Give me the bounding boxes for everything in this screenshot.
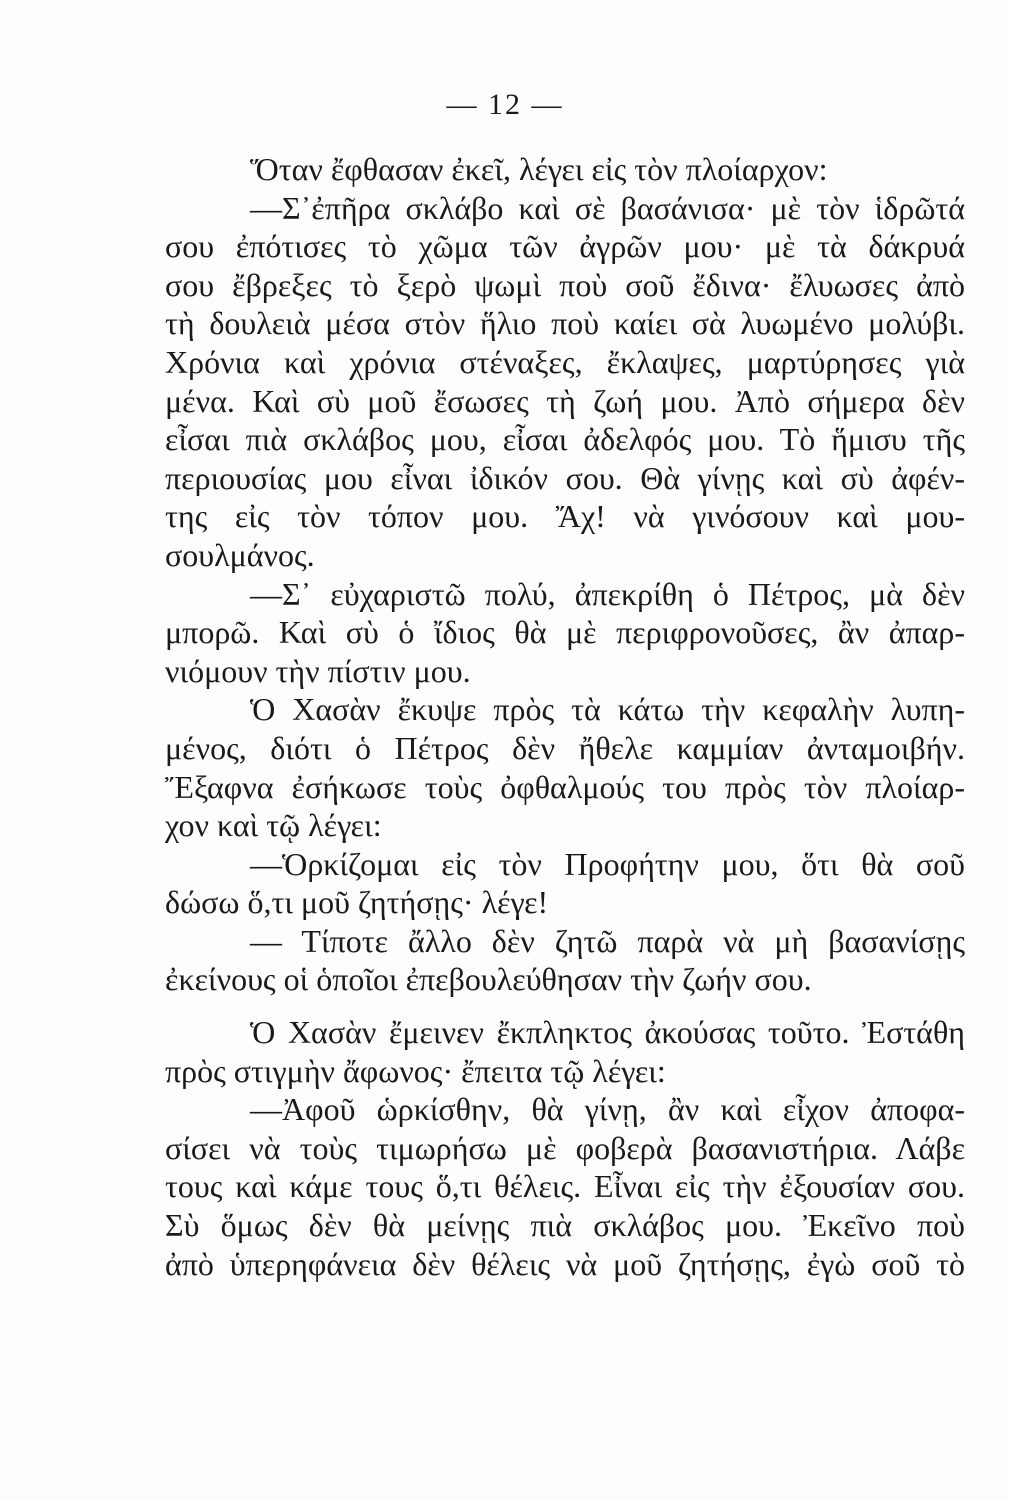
text-line: —Σ᾽ἐπῆρα σκλάβο καὶ σὲ βασάνισα· μὲ τὸν ἱδρῶτά: [250, 189, 965, 226]
text-line: Ὁ Χασὰν ἔκυψε πρὸς τὰ κάτω τὴν κεφαλὴν λυπη-: [250, 691, 965, 728]
text-line: χον καὶ τῷ λέγει:: [165, 807, 382, 844]
text-line: σίσει νὰ τοὺς τιμωρήσω μὲ φοβερὰ βασανιστήρια. Λάβε: [165, 1129, 965, 1166]
text-line: σου ἔβρεξες τὸ ξερὸ ψωμὶ ποὺ σοῦ ἔδινα· ἔλυωσες ἀπὸ: [165, 266, 965, 303]
text-line: περιουσίας μου εἶναι ἰδικόν σου. Θὰ γίνῃς καὶ σὺ ἀφέν-: [165, 459, 965, 496]
text-line: εἶσαι πιὰ σκλάβος μου, εἶσαι ἀδελφός μου. Τὸ ἥμισυ τῆς: [165, 421, 965, 458]
text-line: της εἰς τὸν τόπον μου. Ἄχ! νὰ γινόσουν καὶ μου-: [165, 498, 965, 535]
text-line: μένα. Καὶ σὺ μοῦ ἔσωσες τὴ ζωή μου. Ἀπὸ σήμερα δὲν: [165, 382, 965, 419]
text-line: σουλμάνος.: [165, 536, 315, 573]
text-line: —Σ᾽ εὐχαριστῶ πολύ, ἀπεκρίθη ὁ Πέτρος, μὰ δὲν: [250, 575, 965, 612]
text-line: — Τίποτε ἄλλο δὲν ζητῶ παρὰ νὰ μὴ βασανίσῃς: [250, 922, 965, 959]
text-line: Ἔξαφνα ἐσήκωσε τοὺς ὀφθαλμούς του πρὸς τὸν πλοίαρ-: [165, 768, 965, 805]
text-line: νιόμουν τὴν πίστιν μου.: [165, 652, 471, 689]
text-line: σου ἐπότισες τὸ χῶμα τῶν ἀγρῶν μου· μὲ τὰ δάκρυά: [165, 228, 965, 265]
text-line: δώσω ὅ,τι μοῦ ζητήσῃς· λέγε!: [165, 884, 549, 921]
text-line: τους καὶ κάμε τους ὅ,τι θέλεις. Εἶναι εἰς τὴν ἐξουσίαν σου.: [165, 1168, 965, 1205]
text-line: τὴ δουλειὰ μέσα στὸν ἥλιο ποὺ καίει σὰ λυωμένο μολύβι.: [165, 305, 965, 342]
text-line: Ὁ Χασὰν ἔμεινεν ἔκπληκτος ἀκούσας τοῦτο. Ἐστάθη: [250, 1014, 965, 1051]
text-line: ἀπὸ ὑπερηφάνεια δὲν θέλεις νὰ μοῦ ζητήσῃς, ἐγὼ σοῦ τὸ: [165, 1245, 965, 1282]
text-line: μπορῶ. Καὶ σὺ ὁ ἴδιος θὰ μὲ περιφρονοῦσες, ἂν ἀπαρ-: [165, 614, 965, 651]
text-line: πρὸς στιγμὴν ἄφωνος· ἔπειτα τῷ λέγει:: [165, 1052, 666, 1089]
paragraph-gap: [165, 999, 965, 1013]
text-line: —Ἀφοῦ ὡρκίσθην, θὰ γίνῃ, ἂν καὶ εἶχον ἀποφα-: [250, 1091, 965, 1128]
text-line: μένος, διότι ὁ Πέτρος δὲν ἤθελε καμμίαν ἀνταμοιβήν.: [165, 729, 965, 766]
text-line: ἐκείνους οἱ ὁποῖοι ἐπεβουλεύθησαν τὴν ζωήν σου.: [165, 961, 812, 998]
text-line: Σὺ ὅμως δὲν θὰ μείνῃς πιὰ σκλάβος μου. Ἐκεῖνο ποὺ: [165, 1207, 965, 1244]
text-line: Χρόνια καὶ χρόνια στέναξες, ἔκλαψες, μαρτύρησες γιὰ: [165, 343, 965, 380]
body-text: [165, 150, 965, 1283]
page-number: — 12 —: [446, 88, 564, 121]
text-line: —Ὁρκίζομαι εἰς τὸν Προφήτην μου, ὅτι θὰ σοῦ: [250, 845, 965, 882]
text-line: Ὅταν ἔφθασαν ἐκεῖ, λέγει εἰς τὸν πλοίαρχον:: [250, 151, 828, 187]
